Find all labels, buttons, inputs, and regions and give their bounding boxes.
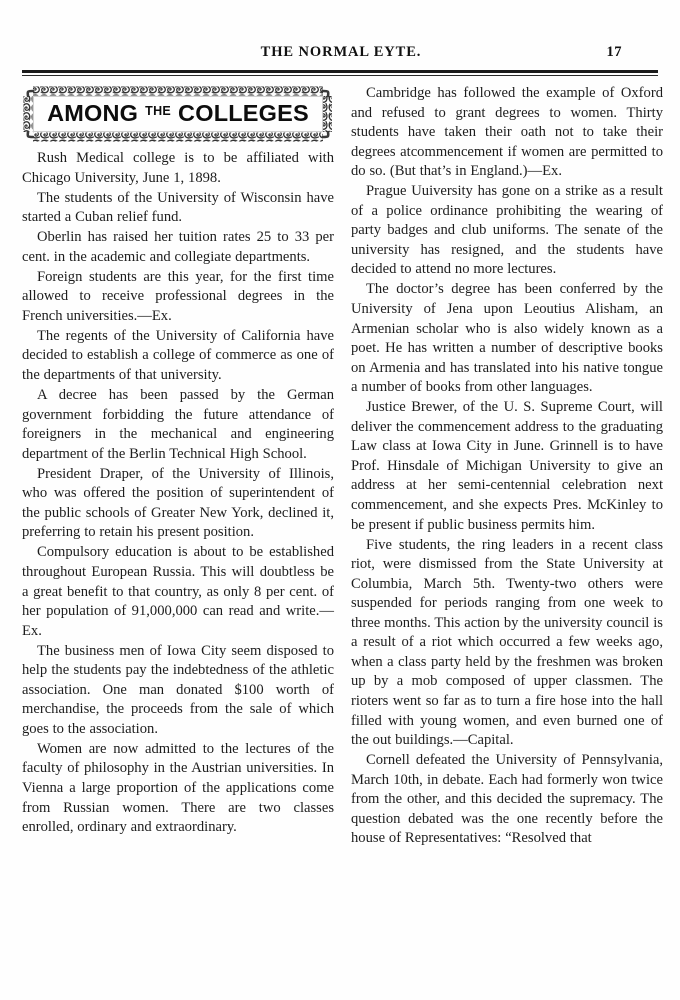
running-head <box>22 44 660 66</box>
rule-thick <box>22 70 658 73</box>
section-heading-word-the: THE <box>145 103 172 118</box>
paragraph: Compulsory education is about to be established throughout European Russia. This will doubtless be a great benefit to that country, as only 8 per cent. of her population of 91,000,000 can read and write.—Ex. <box>22 544 334 639</box>
paragraph: Five students, the ring leaders in a recent class riot, were dismissed from the State University at Columbia, March 5th. Twenty-two others were suspended for periods ranging from one week to three months. This action by the university council is a result of a riot which occurred a few weeks ago, when a class party held by the freshmen was broken up by a mob composed of upper classmen. The rioters went so far as to turn a fire hose into the hall filled with young women, and even burned one of the out buildings.—Capital. <box>351 536 663 749</box>
header-rules <box>22 70 658 76</box>
paragraph: President Draper, of the University of Illinois, who was offered the position of superintendent of the public schools of Greater New York, declined it, preferring to retain his present position. <box>22 465 334 541</box>
rule-thin <box>22 75 658 76</box>
paragraph: Cambridge has followed the example of Oxford and refused to grant degrees to women. Thirty students have taken their oath not to take their degrees atcommencement if women are permitted to do so. (But that’s in England.)—Ex. <box>351 85 663 180</box>
section-heading-plate <box>22 85 334 143</box>
paragraph: Rush Medical college is to be affiliated with Chicago University, June 1, 1898. <box>22 150 334 186</box>
paragraph: Cornell defeated the University of Pennsylvania, March 10th, in debate. Each had formerly won twice from the other, and this decided the supremacy. The question debated was the one recently before the house of Representatives: “Resolved that <box>351 752 663 847</box>
paragraph: Justice Brewer, of the U. S. Supreme Court, will deliver the commencement address to the graduating Law class at Iowa City in June. Grinnell is to have Prof. Hinsdale of Michigan University to give an address at her semi-centennial celebration next commencement, and she expects Pres. McKinley to be present if public business permits him. <box>351 399 663 533</box>
paragraph: Foreign students are this year, for the first time allowed to receive professional degrees in the French universities.—Ex. <box>22 268 334 324</box>
page-number: 17 <box>606 44 622 60</box>
paragraph: A decree has been passed by the German government forbidding the future attendance of foreigners in the mechanical and engineering department of the Berlin Technical High School. <box>22 387 334 462</box>
paragraph: Prague Uuiversity has gone on a strike as a result of a police ordinance prohibiting the wearing of party badges and club uniforms. The senate of the university has resigned, and the students have decided to attend no more lectures. <box>351 183 663 278</box>
paragraph: The students of the University of Wisconsin have started a Cuban relief fund. <box>22 189 334 226</box>
section-heading-word-colleges: COLLEGES <box>178 100 309 127</box>
column-right <box>351 84 663 986</box>
paragraph: Oberlin has raised her tuition rates 25 to 33 per cent. in the academic and collegiate departments. <box>22 229 334 265</box>
paragraph: The business men of Iowa City seem disposed to help the students pay the indebtedness of the athletic association. One man donated $100 worth of merchandise, the proceeds from the sale of which goes to the association. <box>22 642 334 737</box>
paragraph: The doctor’s degree has been conferred by the University of Jena upon Leoutius Alisham, an Armenian scholar who is also widely known as a poet. He has written a number of descriptive books on Armenia and has translated into his native tongue a number of books from other languages. <box>351 281 663 396</box>
paragraph: Women are now admitted to the lectures of the faculty of philosophy in the Austrian universities. In Vienna a large proportion of the applications come from Russian women. There are two classes enrolled, ordinary and extraordinary. <box>22 740 334 836</box>
scrollwork-border-icon <box>22 85 334 143</box>
journal-title: THE NORMAL EYTE. <box>260 44 422 60</box>
column-left <box>22 84 334 986</box>
section-heading-word-among: AMONG <box>47 100 139 127</box>
paragraph: The regents of the University of California have decided to establish a college of commerce as one of the departments of that university. <box>22 327 334 384</box>
article-columns <box>22 84 662 986</box>
